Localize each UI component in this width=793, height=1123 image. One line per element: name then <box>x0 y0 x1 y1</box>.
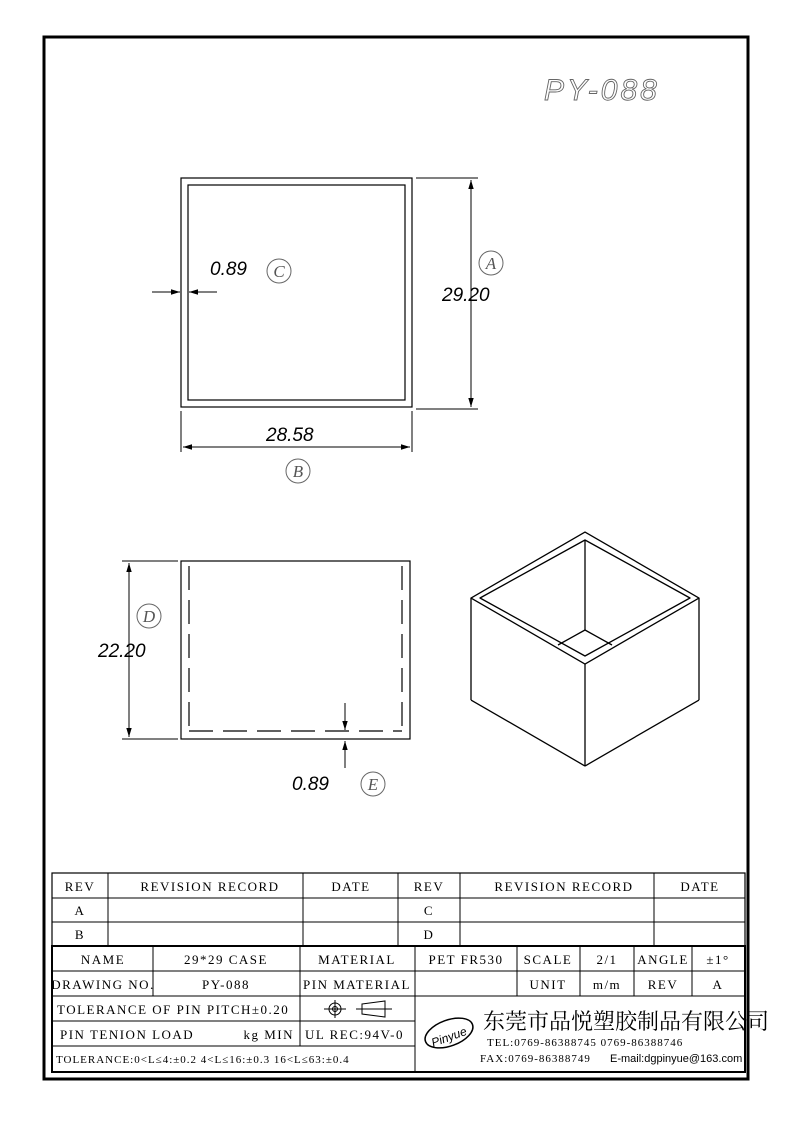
drawing-no-value: PY-088 <box>201 977 251 992</box>
rev-row-a: A <box>74 903 86 918</box>
rev-row-d: D <box>423 927 435 942</box>
dim-a-label: A <box>485 254 497 273</box>
dim-c-label: C <box>273 262 285 281</box>
dim-b-label: B <box>292 462 304 481</box>
company-tel: TEL:0769-86388745 0769-86388746 <box>487 1037 684 1049</box>
dim-d-value: 22.20 <box>98 641 146 662</box>
material-value: PET FR530 <box>428 952 504 967</box>
date-header-1: DATE <box>331 879 371 894</box>
tolerance-pitch: TOLERANCE OF PIN PITCH±0.20 <box>57 1002 290 1017</box>
name-value: 29*29 CASE <box>184 952 268 967</box>
pin-tension-label: PIN TENION LOAD <box>60 1027 195 1042</box>
pin-material-label: PIN MATERIAL <box>303 977 411 992</box>
unit-value: m/m <box>592 977 622 992</box>
scale-label: SCALE <box>523 952 573 967</box>
front-view <box>122 561 410 768</box>
company-email: E-mail:dgpinyue@163.com <box>610 1053 743 1065</box>
dim-e-label: E <box>367 775 379 794</box>
drawing-number-title: PY-088 <box>544 74 660 107</box>
rev-row-b: B <box>74 927 86 942</box>
company-name: 东莞市品悦塑胶制品有限公司 <box>483 1010 770 1035</box>
rev-header-2: REV <box>413 879 445 894</box>
dim-a-value: 29.20 <box>442 285 490 306</box>
date-header-2: DATE <box>680 879 720 894</box>
rev-row-c: C <box>423 903 435 918</box>
revision-record-header-1: REVISION RECORD <box>140 879 280 894</box>
logo-text: Pinyue <box>429 1024 469 1050</box>
dim-c-value: 0.89 <box>210 259 247 280</box>
sheet-border <box>44 37 748 1079</box>
top-view <box>152 178 478 452</box>
scale-value: 2/1 <box>596 952 618 967</box>
dim-d-label: D <box>142 607 156 626</box>
revision-record-header-2: REVISION RECORD <box>494 879 634 894</box>
name-label: NAME <box>80 952 126 967</box>
isometric-view <box>471 532 699 766</box>
drawing-no-label: DRAWING NO. <box>51 977 155 992</box>
unit-label: UNIT <box>529 977 567 992</box>
ul-rec: UL REC:94V-0 <box>305 1027 405 1042</box>
dim-e-value: 0.89 <box>292 774 329 795</box>
pin-tension-unit: kg MIN <box>243 1027 294 1042</box>
material-label: MATERIAL <box>318 952 396 967</box>
rev-header-1: REV <box>64 879 96 894</box>
angle-value: ±1° <box>706 952 730 967</box>
company-logo <box>421 1012 477 1054</box>
angle-label: ANGLE <box>637 952 689 967</box>
projection-symbol-icon <box>324 1000 392 1018</box>
dim-b-value: 28.58 <box>266 425 314 446</box>
rev-value: A <box>712 977 724 992</box>
tolerance-ranges: TOLERANCE:0<L≤4:±0.2 4<L≤16:±0.3 16<L≤63:±0.4 <box>56 1054 350 1066</box>
company-fax: FAX:0769-86388749 <box>480 1053 591 1065</box>
rev-label: REV <box>647 977 679 992</box>
